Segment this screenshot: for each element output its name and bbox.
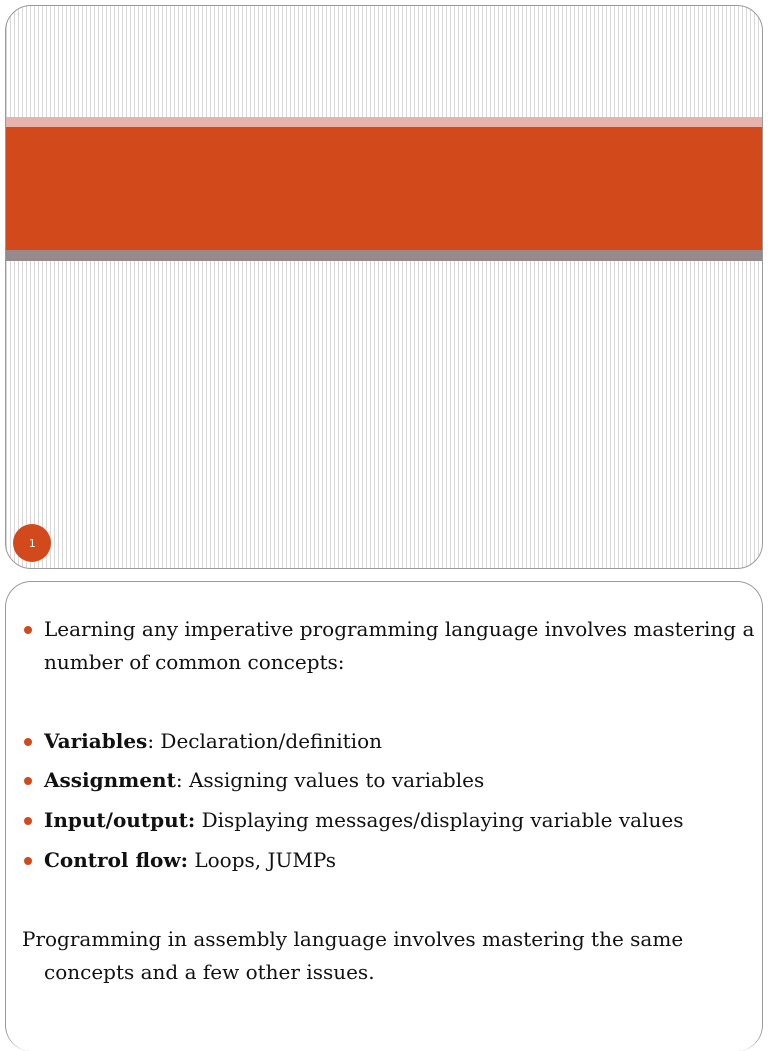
- bullet-term: Variables: [44, 729, 148, 753]
- bullet-term: Control flow:: [44, 848, 188, 872]
- bullet-description: Displaying messages/displaying variable values: [201, 808, 684, 832]
- bullet-control-flow: [24, 844, 336, 877]
- bullet-description: Assigning values to variables: [188, 768, 485, 792]
- bullet-separator: :: [147, 729, 161, 753]
- bullet-description: Loops, JUMPs: [194, 848, 337, 872]
- intro-line-1: Learning any imperative programming language involves mastering a: [44, 617, 755, 641]
- bullet-intro: [24, 613, 754, 679]
- bullet-input-output: [24, 804, 683, 837]
- closing-line-1: Programming in assembly language involves mastering the same: [22, 927, 684, 951]
- bullet-dot-icon: [24, 738, 32, 746]
- title-band: [6, 127, 762, 250]
- closing-line-2: concepts and a few other issues.: [44, 960, 375, 984]
- bullet-term: Input/output:: [44, 808, 196, 832]
- bullet-dot-icon: [24, 777, 32, 785]
- bullet-description: Declaration/definition: [160, 729, 383, 753]
- bullet-intro-text: [24, 613, 754, 679]
- bullet-dot-icon: [24, 857, 32, 865]
- title-slide: [5, 5, 763, 569]
- bullet-assignment: [24, 764, 484, 797]
- bullet-dot-icon: [24, 626, 32, 634]
- content-slide: [5, 581, 763, 1051]
- bullet-separator: :: [175, 768, 189, 792]
- bullet-dot-icon: [24, 817, 32, 825]
- title-band-bottom-stripe: [6, 250, 762, 261]
- bullet-variables: [24, 725, 382, 758]
- slide-number-badge: 1: [13, 524, 51, 562]
- closing-paragraph: [22, 923, 683, 989]
- title-band-top-stripe: [6, 117, 762, 127]
- bullet-term: Assignment: [44, 768, 176, 792]
- intro-line-2: number of common concepts:: [44, 650, 345, 674]
